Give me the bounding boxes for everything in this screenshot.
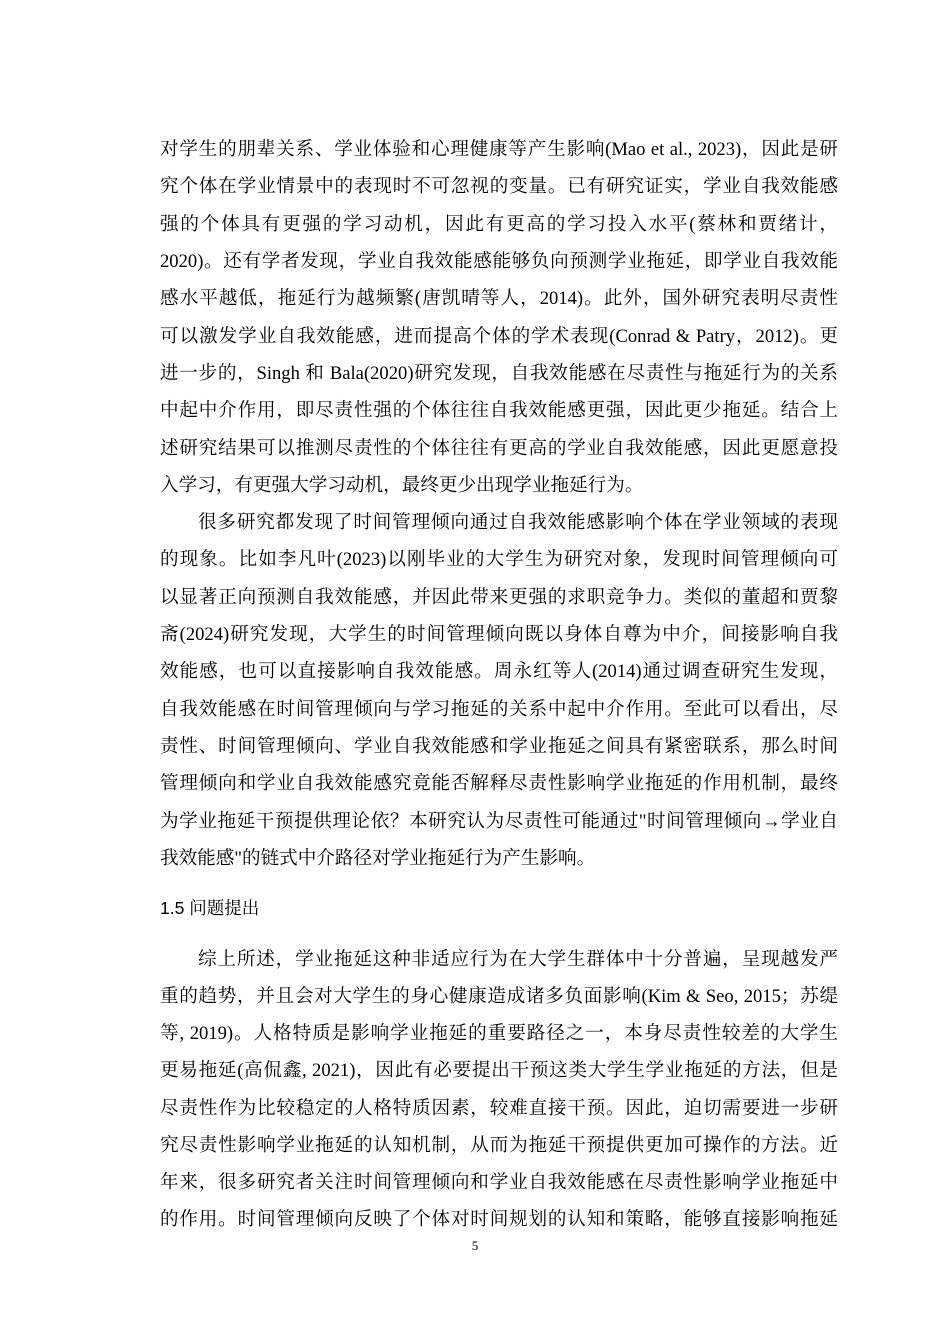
paragraph-1-line: 进一步的，Singh 和 Bala(2020)研究发现，自我效能感在尽责性与拖延行为的关系 [160, 362, 838, 384]
paragraph-1-line: 述研究结果可以推测尽责性的个体往往有更高的学业自我效能感，因此更愿意投 [160, 437, 838, 459]
paragraph-2-line: 以显著正向预测自我效能感，并因此带来更强的求职竞争力。类似的董超和贾黎 [160, 586, 838, 608]
paragraph-2-line: 我效能感"的链式中介路径对学业拖延行为产生影响。 [160, 847, 596, 869]
paragraph-1-line: 入学习，有更强大学习动机，最终更少出现学业拖延行为。 [160, 474, 644, 496]
page-number: 5 [471, 1238, 479, 1253]
paragraph-3-line: 究尽责性影响学业拖延的认知机制，从而为拖延干预提供更加可操作的方法。近 [160, 1134, 838, 1156]
section-heading: 1.5 问题提出 [160, 898, 260, 918]
paragraph-3-line: 综上所述，学业拖延这种非适应行为在大学生群体中十分普遍，呈现越发严 [198, 949, 838, 970]
paragraph-2-line: 的现象。比如李凡叶(2023)以刚毕业的大学生为研究对象，发现时间管理倾向可 [160, 549, 838, 571]
paragraph-1-line: 究个体在学业情景中的表现时不可忽视的变量。已有研究证实，学业自我效能感 [160, 176, 838, 198]
paragraph-1-line: 感水平越低，拖延行为越频繁(唐凯晴等人，2014)。此外，国外研究表明尽责性 [160, 288, 838, 310]
paragraph-1-line: 2020)。还有学者发现，学业自我效能感能够负向预测学业拖延，即学业自我效能 [160, 250, 838, 272]
paragraph-2-line: 斋(2024)研究发现，大学生的时间管理倾向既以身体自尊为中介，间接影响自我 [160, 623, 838, 645]
paragraph-2-line: 为学业拖延干预提供理论依？本研究认为尽责性可能通过"时间管理倾向→学业自 [160, 810, 838, 832]
paragraph-1-line: 中起中介作用，即尽责性强的个体往往自我效能感更强，因此更少拖延。结合上 [160, 400, 838, 422]
paragraph-1-line: 强的个体具有更强的学习动机，因此有更高的学习投入水平(蔡林和贾绪计， [160, 213, 838, 235]
paragraph-2-line: 管理倾向和学业自我效能感究竟能否解释尽责性影响学业拖延的作用机制，最终 [160, 773, 838, 795]
paragraph-1-line: 可以激发学业自我效能感，进而提高个体的学术表现(Conrad & Patry，2012)。更 [160, 325, 838, 347]
paragraph-2-line: 很多研究都发现了时间管理倾向通过自我效能感影响个体在学业领域的表现 [198, 512, 838, 533]
paragraph-3-line: 等, 2019)。人格特质是影响学业拖延的重要路径之一，本身尽责性较差的大学生 [160, 1023, 838, 1045]
paragraph-2-line: 责性、时间管理倾向、学业自我效能感和学业拖延之间具有紧密联系，那么时间 [160, 735, 838, 757]
paragraph-2-line: 自我效能感在时间管理倾向与学习拖延的关系中起中介作用。至此可以看出，尽 [160, 698, 838, 720]
paragraph-3-line: 年来，很多研究者关注时间管理倾向和学业自我效能感在尽责性影响学业拖延中 [160, 1171, 838, 1193]
paragraph-1-line: 对学生的朋辈关系、学业体验和心理健康等产生影响(Mao et al., 2023)，因此是研 [160, 139, 838, 160]
paragraph-3-line: 更易拖延(高侃鑫, 2021)，因此有必要提出干预这类大学生学业拖延的方法，但是 [160, 1060, 838, 1082]
paragraph-3-line: 的作用。时间管理倾向反映了个体对时间规划的认知和策略，能够直接影响拖延 [160, 1208, 838, 1230]
paragraph-3-line: 重的趋势，并且会对大学生的身心健康造成诸多负面影响(Kim & Seo, 2015；苏缇 [160, 986, 838, 1008]
paragraph-2-line: 效能感，也可以直接影响自我效能感。周永红等人(2014)通过调查研究生发现， [160, 661, 838, 683]
paragraph-3-line: 尽责性作为比较稳定的人格特质因素，较难直接干预。因此，迫切需要进一步研 [160, 1097, 838, 1119]
